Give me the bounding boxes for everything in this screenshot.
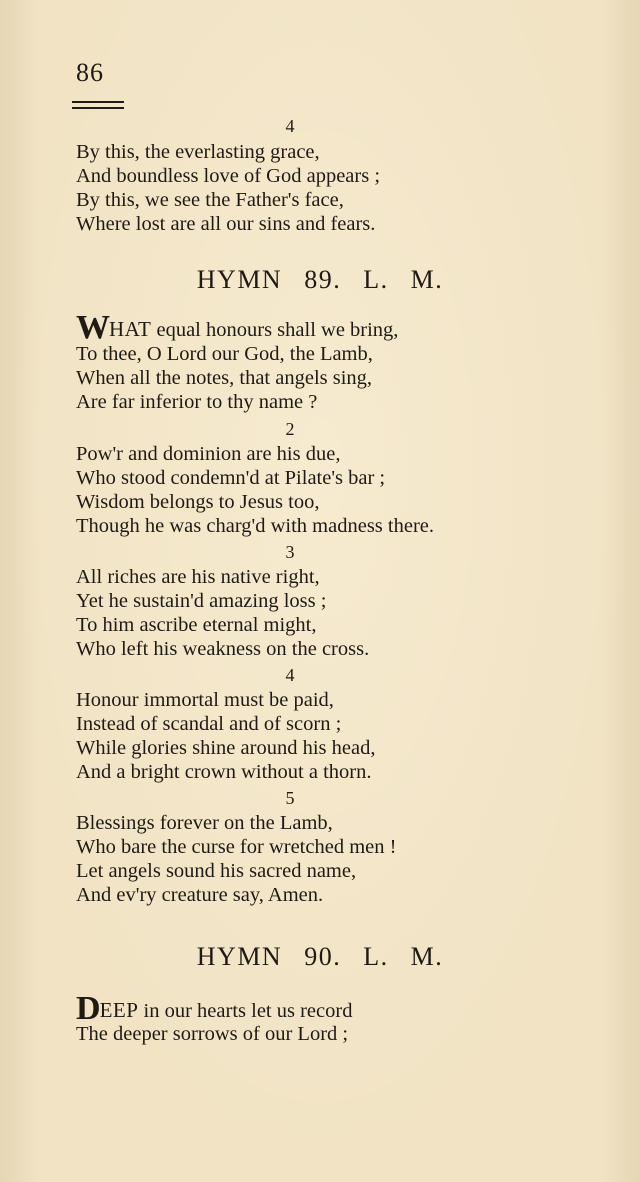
- verse-line: And ev'ry creature say, Amen.: [76, 884, 324, 906]
- verse-text: equal honours shall we bring,: [151, 319, 399, 341]
- drop-cap: W: [76, 309, 109, 346]
- hymn-title: HYMN 90. L. M.: [196, 942, 444, 971]
- verse-line: The deeper sorrows of our Lord ;: [76, 1023, 349, 1045]
- stanza-number: 4: [285, 116, 295, 136]
- verse-line: Wisdom belongs to Jesus too,: [76, 491, 320, 513]
- verse-line-first: [76, 309, 399, 346]
- stanza-number: 3: [285, 542, 295, 562]
- verse-line: Where lost are all our sins and fears.: [76, 213, 376, 235]
- verse-line: Blessings forever on the Lamb,: [76, 812, 333, 834]
- small-caps: HAT: [109, 317, 152, 341]
- small-caps: EEP: [99, 998, 139, 1022]
- verse-line: Are far inferior to thy name ?: [76, 391, 318, 413]
- verse-line: Who left his weakness on the cross.: [76, 638, 370, 660]
- verse-line: To him ascribe eternal might,: [76, 614, 317, 636]
- verse-line: By this, we see the Father's face,: [76, 189, 344, 211]
- verse-line: Though he was charg'd with madness there.: [76, 515, 434, 537]
- stanza-number: 2: [285, 419, 295, 439]
- verse-line: Honour immortal must be paid,: [76, 689, 334, 711]
- stanza-number: 5: [285, 788, 295, 808]
- verse-line: To thee, O Lord our God, the Lamb,: [76, 343, 373, 365]
- verse-line: All riches are his native right,: [76, 566, 320, 588]
- header-rule-bottom: [72, 107, 124, 109]
- stanza-number: 4: [285, 665, 295, 685]
- verse-line: Who bare the curse for wretched men !: [76, 836, 397, 858]
- verse-line: By this, the everlasting grace,: [76, 141, 320, 163]
- verse-line: And a bright crown without a thorn.: [76, 761, 372, 783]
- verse-line: Yet he sustain'd amazing loss ;: [76, 590, 327, 612]
- hymn-title: HYMN 89. L. M.: [196, 265, 444, 294]
- header-rule-top: [72, 101, 124, 103]
- page-number: 86: [76, 58, 104, 87]
- verse-line: Instead of scandal and of scorn ;: [76, 713, 342, 735]
- drop-cap: D: [76, 990, 100, 1027]
- verse-line: While glories shine around his head,: [76, 737, 376, 759]
- verse-text: in our hearts let us record: [138, 1000, 353, 1022]
- verse-line: When all the notes, that angels sing,: [76, 367, 373, 389]
- verse-line: And boundless love of God appears ;: [76, 165, 381, 187]
- verse-line-first: [76, 990, 353, 1027]
- verse-line: Let angels sound his sacred name,: [76, 860, 357, 882]
- verse-line: Who stood condemn'd at Pilate's bar ;: [76, 467, 386, 489]
- verse-line: Pow'r and dominion are his due,: [76, 443, 341, 465]
